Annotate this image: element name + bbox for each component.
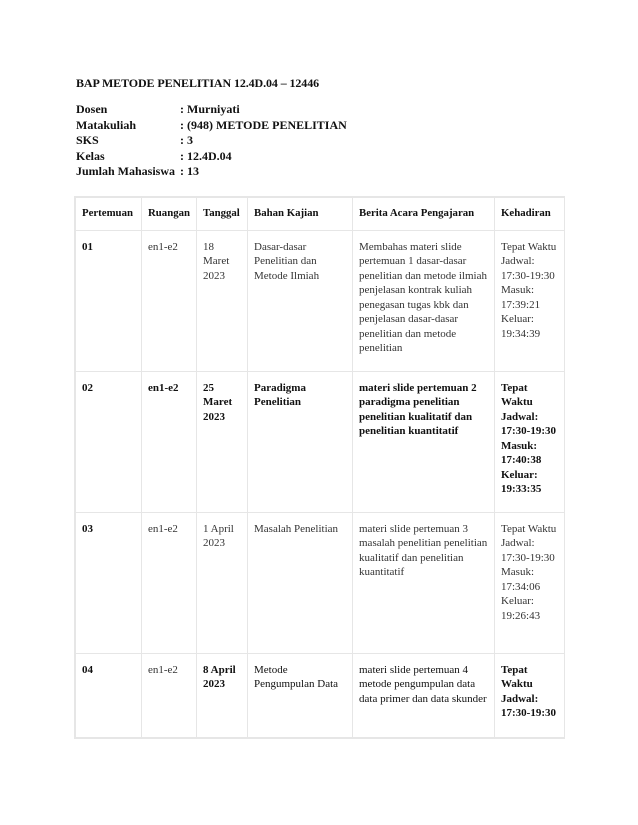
table-row [76, 230, 565, 371]
info-value: : Murniyati [180, 102, 240, 116]
info-value: : 3 [180, 133, 193, 147]
info-row-matakuliah [76, 118, 347, 134]
header-ruangan: Ruangan [142, 198, 197, 231]
header-kehadiran: Kehadiran [495, 198, 565, 231]
cell-bahan-kajian: Dasar-dasar Penelitian dan Metode Ilmiah [248, 230, 353, 371]
cell-kehadiran: Tepat Waktu Jadwal: 17:30-19:30 Masuk: 17:40:38 Keluar: 19:33:35 [495, 371, 565, 512]
cell-berita-acara: materi slide pertemuan 4 metode pengumpulan data data primer dan data skunder [353, 653, 495, 737]
header-tanggal: Tanggal [197, 198, 248, 231]
info-label: Matakuliah [76, 117, 137, 132]
attendance-table [75, 197, 565, 738]
cell-bahan-kajian: Metode Pengumpulan Data [248, 653, 353, 737]
cell-bahan-kajian: Masalah Penelitian [248, 512, 353, 653]
table-row [76, 512, 565, 653]
cell-ruangan: en1-e2 [142, 371, 197, 512]
cell-kehadiran: Tepat Waktu Jadwal: 17:30-19:30 Masuk: 17:34:06 Keluar: 19:26:43 [495, 512, 565, 653]
info-label: Jumlah Mahasiswa [76, 164, 176, 178]
cell-ruangan: en1-e2 [142, 653, 197, 737]
info-label: Dosen [76, 102, 108, 116]
course-info [76, 102, 347, 180]
cell-tanggal: 1 April 2023 [197, 512, 248, 653]
cell-pertemuan: 01 [76, 230, 142, 371]
cell-tanggal: 25 Maret 2023 [197, 371, 248, 512]
cell-pertemuan: 03 [76, 512, 142, 653]
info-label: SKS [76, 133, 99, 147]
info-value: : 12.4D.04 [180, 148, 232, 163]
info-row-jumlah-mahasiswa [76, 164, 347, 180]
cell-kehadiran: Tepat Waktu Jadwal: 17:30-19:30 [495, 653, 565, 737]
cell-kehadiran: Tepat Waktu Jadwal: 17:30-19:30 Masuk: 17:39:21 Keluar: 19:34:39 [495, 230, 565, 371]
info-row-dosen [76, 102, 347, 118]
cell-tanggal: 8 April 2023 [197, 653, 248, 737]
header-berita-acara: Berita Acara Pengajaran [353, 198, 495, 231]
header-pertemuan: Pertemuan [76, 198, 142, 231]
table-header-row [76, 198, 565, 231]
header-bahan-kajian: Bahan Kajian [248, 198, 353, 231]
cell-berita-acara: Membahas materi slide pertemuan 1 dasar-dasar penelitian dan metode ilmiah penjelasan kontrak kuliah penegasan tugas kbk dan penjelasan dasar-dasar penelitian dan metode penelitian [353, 230, 495, 371]
cell-tanggal: 18 Maret 2023 [197, 230, 248, 371]
info-value: : 13 [180, 164, 199, 178]
cell-berita-acara: materi slide pertemuan 2 paradigma penelitian penelitian kualitatif dan penelitian kuantitatif [353, 371, 495, 512]
attendance-table-container [74, 196, 565, 739]
table-row [76, 653, 565, 737]
cell-pertemuan: 04 [76, 653, 142, 737]
cell-pertemuan: 02 [76, 371, 142, 512]
table-row [76, 371, 565, 512]
cell-berita-acara: materi slide pertemuan 3 masalah penelitian penelitian kualitatif dan penelitian kuantitatif [353, 512, 495, 653]
document-title: BAP METODE PENELITIAN 12.4D.04 – 12446 [76, 76, 320, 90]
info-row-sks [76, 133, 347, 149]
info-row-kelas [76, 149, 347, 165]
cell-ruangan: en1-e2 [142, 230, 197, 371]
cell-bahan-kajian: Paradigma Penelitian [248, 371, 353, 512]
cell-ruangan: en1-e2 [142, 512, 197, 653]
info-value: : (948) METODE PENELITIAN [180, 117, 347, 132]
info-label: Kelas [76, 148, 105, 163]
